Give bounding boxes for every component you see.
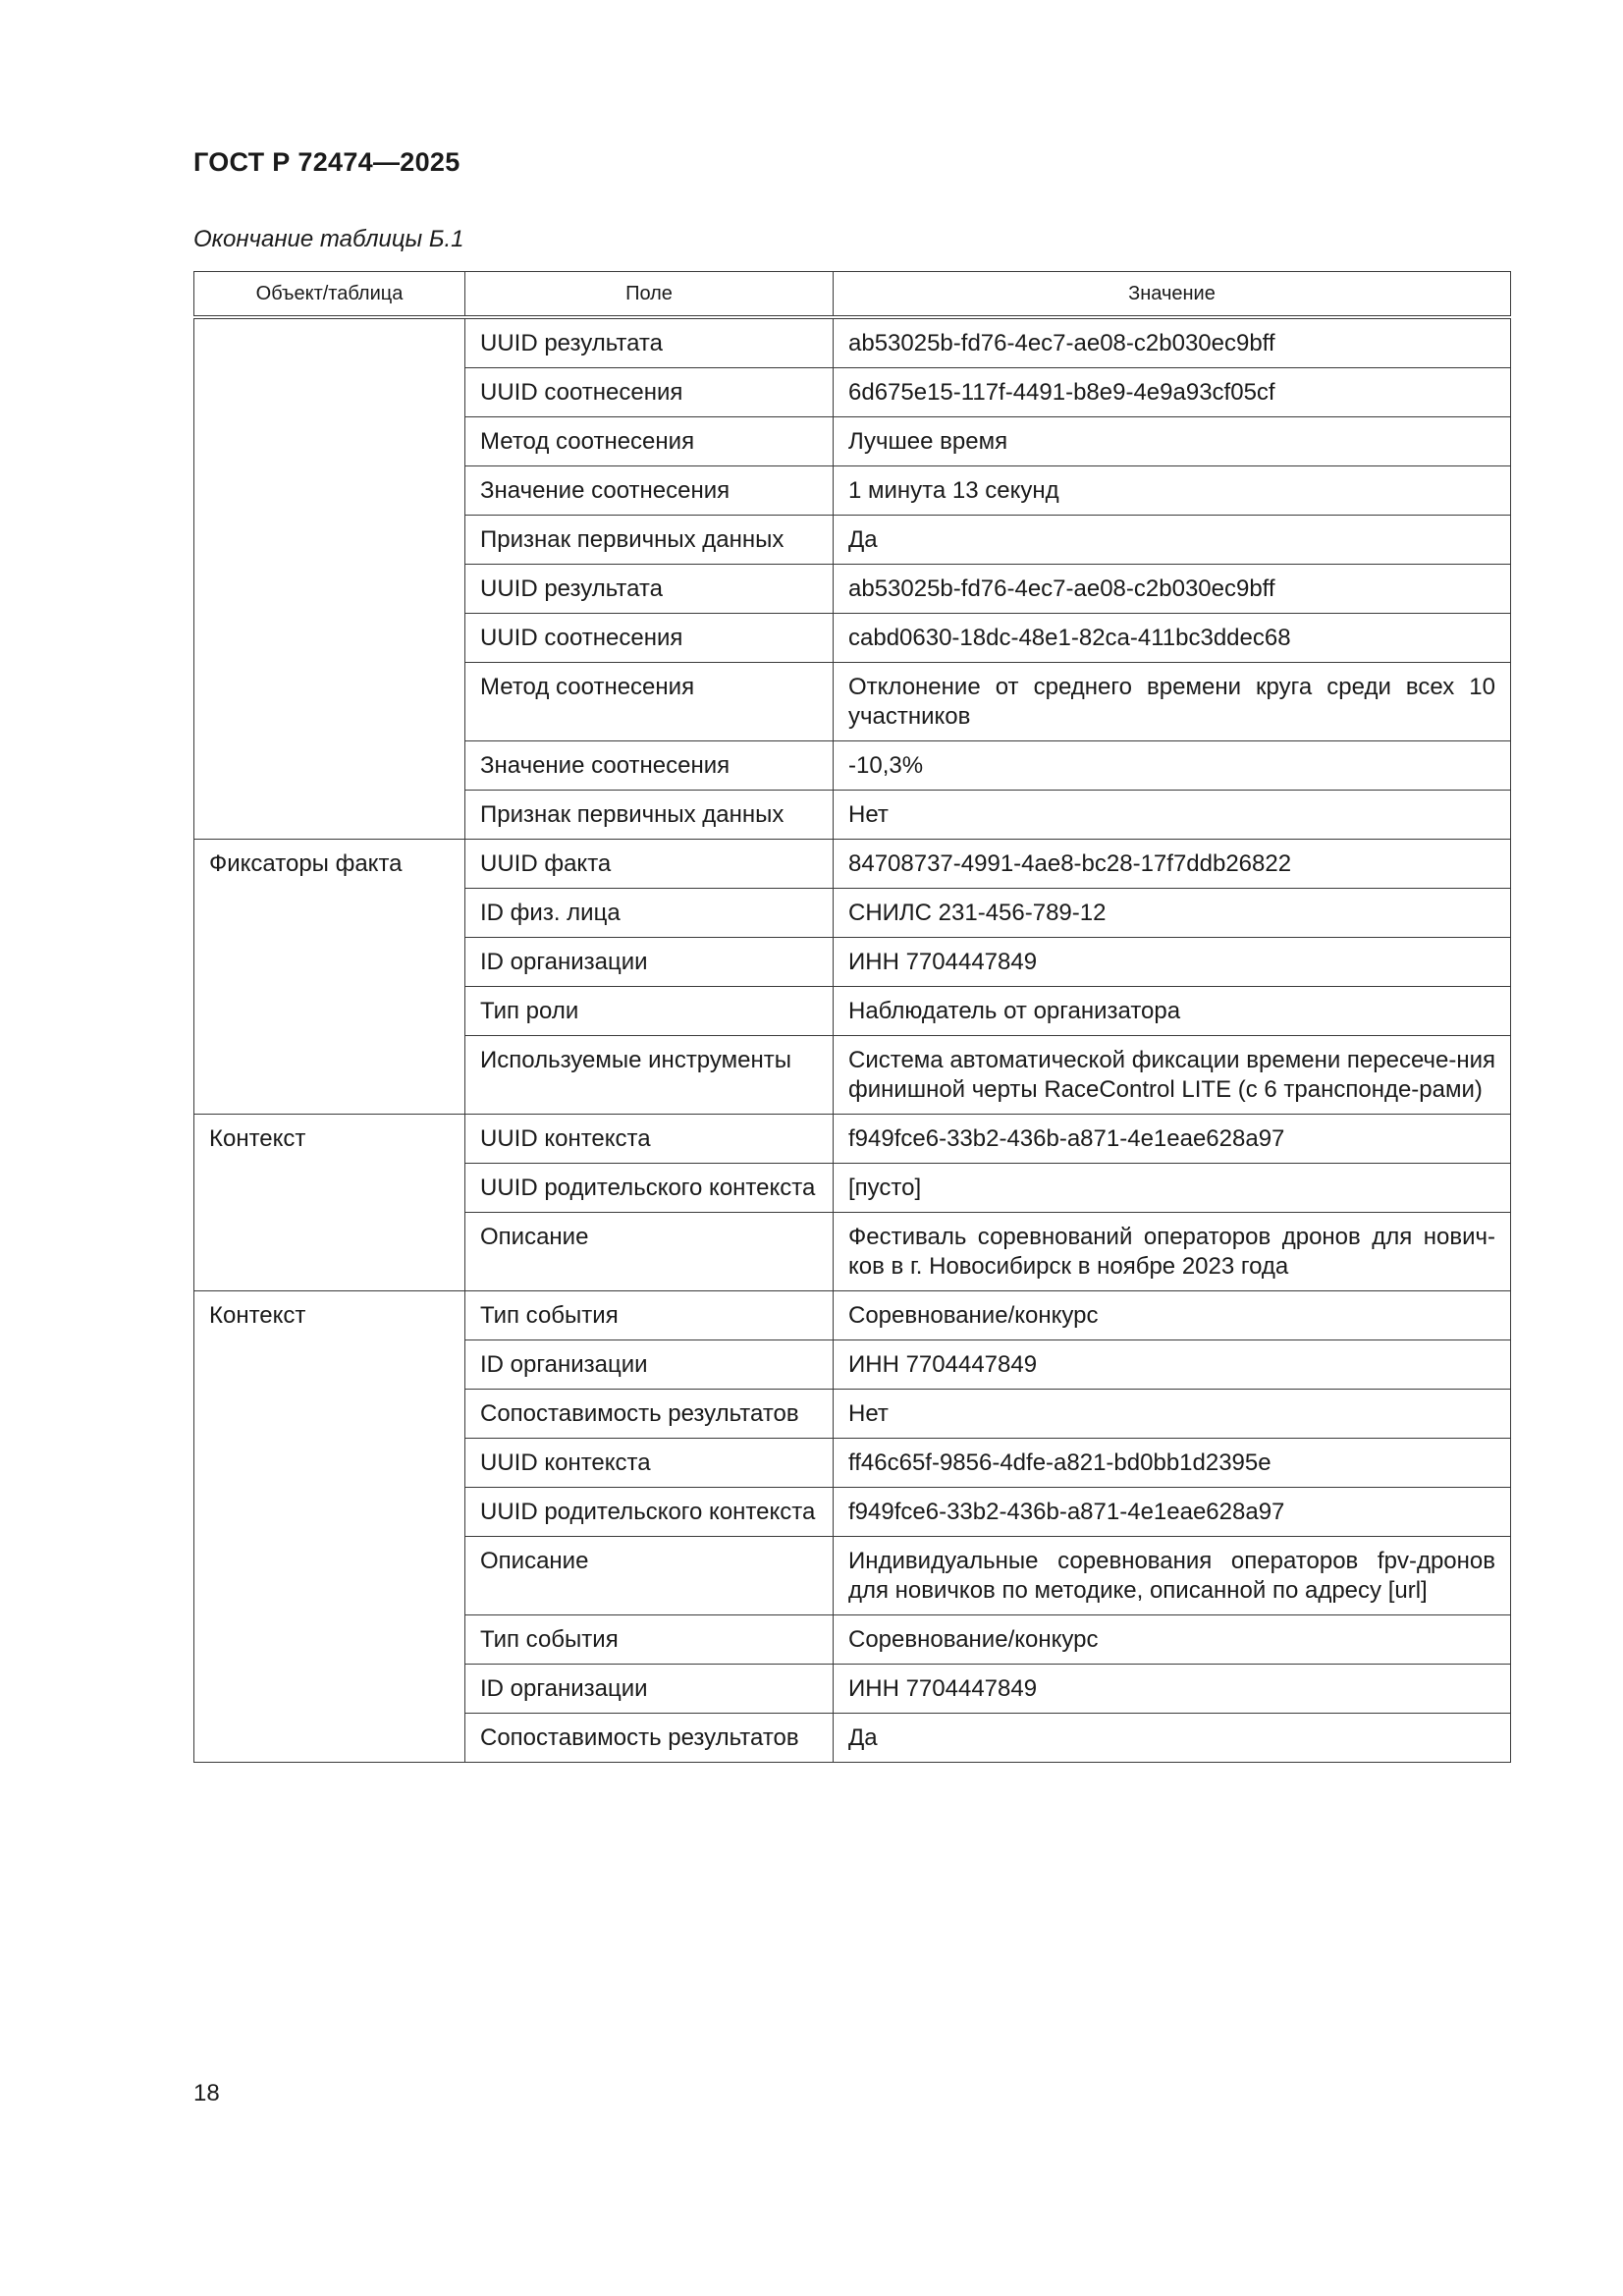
table-row [194,516,1511,565]
table-header-row [194,272,1511,318]
table-row [194,1340,1511,1390]
table-row [194,417,1511,466]
field-cell: Тип роли [465,987,834,1036]
field-cell: ID физ. лица [465,889,834,938]
table-row [194,1488,1511,1537]
object-cell [194,1390,465,1439]
object-cell [194,1439,465,1488]
field-cell: Описание [465,1537,834,1615]
field-cell: UUID родительского контекста [465,1488,834,1537]
field-cell: Значение соотнесения [465,741,834,791]
value-cell: 84708737-4991-4ae8-bc28-17f7ddb26822 [834,840,1511,889]
field-cell: Признак первичных данных [465,516,834,565]
table-row [194,1615,1511,1665]
table-row [194,741,1511,791]
value-cell: Индивидуальные соревнования операторов fpv-дронов для новичков по методике, описанной по адресу [url] [834,1537,1511,1615]
field-cell: UUID факта [465,840,834,889]
table-row [194,663,1511,741]
table-row [194,565,1511,614]
object-cell [194,317,465,368]
object-cell [194,987,465,1036]
object-cell [194,368,465,417]
object-cell [194,938,465,987]
value-cell: Фестиваль соревнований операторов дронов для нович-ков в г. Новосибирск в ноябре 2023 года [834,1213,1511,1291]
object-cell [194,889,465,938]
column-header-object: Объект/таблица [194,272,465,318]
field-cell: UUID контекста [465,1439,834,1488]
table-row [194,889,1511,938]
table-row [194,1665,1511,1714]
field-cell: UUID соотнесения [465,614,834,663]
page-number: 18 [193,2080,220,2106]
object-cell: Контекст [194,1115,465,1164]
field-cell: Признак первичных данных [465,791,834,840]
object-cell [194,663,465,741]
object-cell [194,741,465,791]
value-cell: Наблюдатель от организатора [834,987,1511,1036]
value-cell: ab53025b-fd76-4ec7-ae08-c2b030ec9bff [834,317,1511,368]
field-cell: Используемые инструменты [465,1036,834,1115]
table-row [194,317,1511,368]
table-row [194,1164,1511,1213]
table-row [194,614,1511,663]
value-cell: СНИЛС 231-456-789-12 [834,889,1511,938]
table-row [194,1291,1511,1340]
value-cell: Нет [834,791,1511,840]
column-header-field: Поле [465,272,834,318]
value-cell: [пусто] [834,1164,1511,1213]
table-row [194,791,1511,840]
value-cell: -10,3% [834,741,1511,791]
field-cell: Значение соотнесения [465,466,834,516]
field-cell: Описание [465,1213,834,1291]
object-cell [194,1488,465,1537]
field-cell: ID организации [465,938,834,987]
table-row [194,1390,1511,1439]
object-cell [194,791,465,840]
table-row [194,1439,1511,1488]
value-cell: 6d675e15-117f-4491-b8e9-4e9a93cf05cf [834,368,1511,417]
value-cell: Да [834,516,1511,565]
value-cell: f949fce6-33b2-436b-a871-4e1eae628a97 [834,1488,1511,1537]
field-cell: Тип события [465,1615,834,1665]
table-row [194,1036,1511,1115]
value-cell: Система автоматической фиксации времени пересече-ния финишной черты RaceControl LITE (с 6 транспонде-рами) [834,1036,1511,1115]
field-cell: ID организации [465,1665,834,1714]
field-cell: UUID соотнесения [465,368,834,417]
table-row [194,1537,1511,1615]
data-table [193,271,1511,1763]
object-cell [194,1340,465,1390]
field-cell: UUID родительского контекста [465,1164,834,1213]
table-row [194,987,1511,1036]
object-cell [194,614,465,663]
field-cell: Тип события [465,1291,834,1340]
value-cell: f949fce6-33b2-436b-a871-4e1eae628a97 [834,1115,1511,1164]
object-cell [194,1537,465,1615]
object-cell [194,1714,465,1763]
value-cell: 1 минута 13 секунд [834,466,1511,516]
object-cell [194,466,465,516]
object-cell [194,1213,465,1291]
table-row [194,840,1511,889]
table-row [194,1714,1511,1763]
field-cell: ID организации [465,1340,834,1390]
value-cell: ИНН 7704447849 [834,1665,1511,1714]
value-cell: ab53025b-fd76-4ec7-ae08-c2b030ec9bff [834,565,1511,614]
value-cell: ИНН 7704447849 [834,938,1511,987]
field-cell: Сопоставимость результатов [465,1714,834,1763]
value-cell: Да [834,1714,1511,1763]
value-cell: Лучшее время [834,417,1511,466]
object-cell [194,1036,465,1115]
object-cell [194,516,465,565]
table-row [194,466,1511,516]
value-cell: Нет [834,1390,1511,1439]
value-cell: Отклонение от среднего времени круга среди всех 10 участников [834,663,1511,741]
value-cell: cabd0630-18dc-48e1-82ca-411bc3ddec68 [834,614,1511,663]
object-cell [194,1615,465,1665]
table-row [194,938,1511,987]
table-row [194,368,1511,417]
value-cell: ff46c65f-9856-4dfe-a821-bd0bb1d2395e [834,1439,1511,1488]
table-caption: Окончание таблицы Б.1 [193,226,464,252]
field-cell: Метод соотнесения [465,663,834,741]
object-cell [194,1665,465,1714]
field-cell: Сопоставимость результатов [465,1390,834,1439]
document-header: ГОСТ Р 72474—2025 [193,147,460,177]
column-header-value: Значение [834,272,1511,318]
table-row [194,1115,1511,1164]
object-cell [194,565,465,614]
field-cell: UUID контекста [465,1115,834,1164]
value-cell: Соревнование/конкурс [834,1291,1511,1340]
field-cell: UUID результата [465,317,834,368]
object-cell [194,417,465,466]
field-cell: Метод соотнесения [465,417,834,466]
object-cell: Фиксаторы факта [194,840,465,889]
field-cell: UUID результата [465,565,834,614]
value-cell: Соревнование/конкурс [834,1615,1511,1665]
object-cell: Контекст [194,1291,465,1340]
object-cell [194,1164,465,1213]
table-row [194,1213,1511,1291]
value-cell: ИНН 7704447849 [834,1340,1511,1390]
